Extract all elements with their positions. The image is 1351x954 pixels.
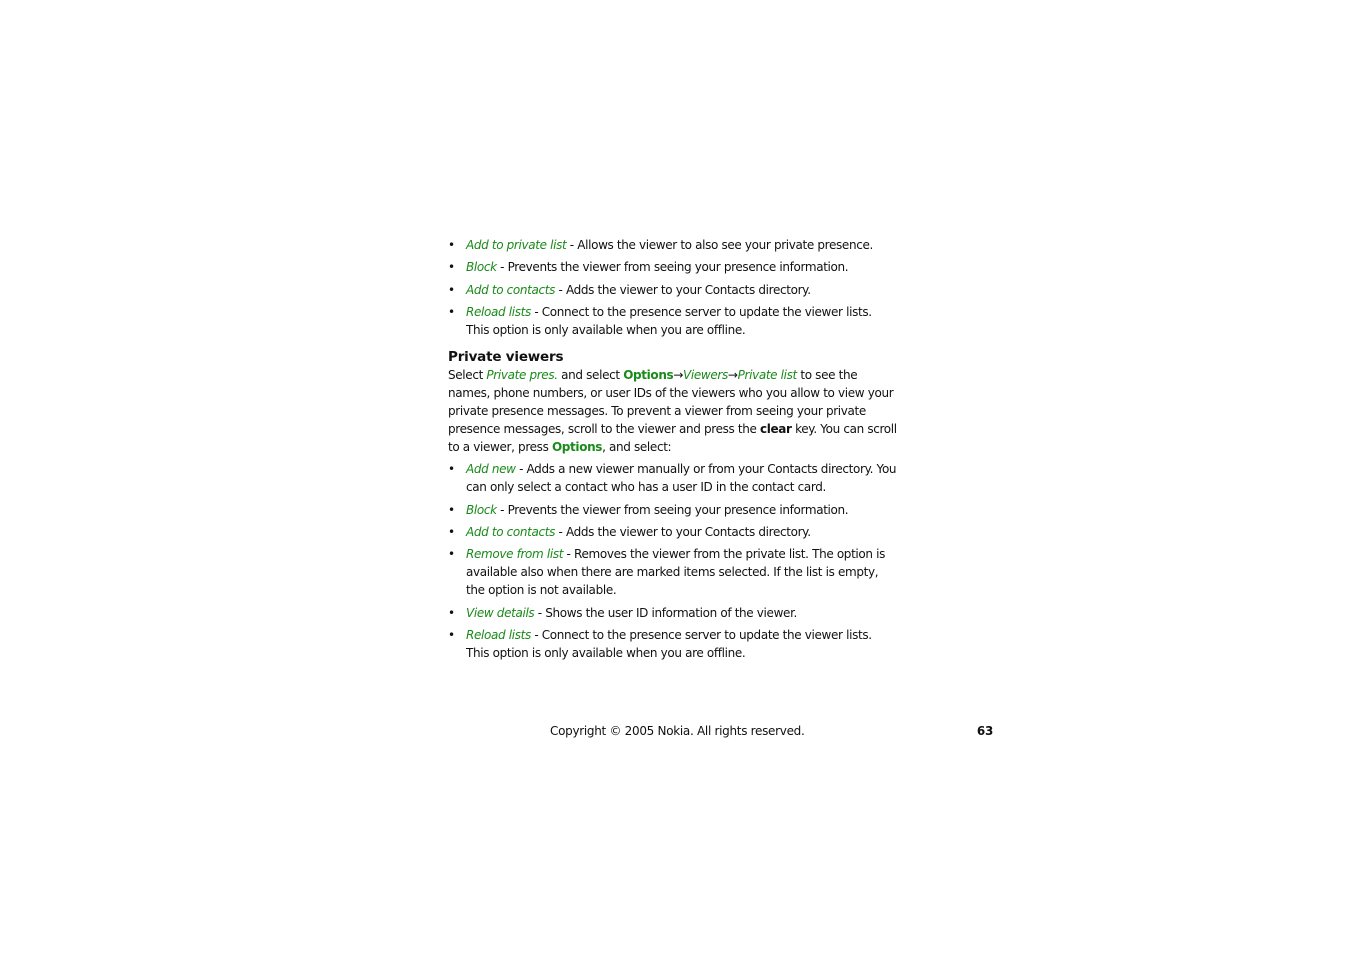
options-list-private-viewers bbox=[448, 460, 898, 662]
paragraph-text: and select bbox=[557, 368, 624, 383]
list-item bbox=[448, 626, 898, 662]
paragraph-text: , and select: bbox=[602, 440, 672, 455]
option-description: - Connect to the presence server to update the viewer lists. This option is only available when you are offline. bbox=[466, 305, 872, 338]
option-term: Add to contacts bbox=[466, 524, 556, 539]
bullet-icon: • bbox=[448, 605, 455, 620]
term-private-list: Private list bbox=[737, 368, 797, 383]
bullet-icon: • bbox=[448, 260, 455, 275]
list-item bbox=[448, 236, 898, 254]
page-number: 63 bbox=[976, 724, 993, 738]
option-term: View details bbox=[466, 605, 535, 620]
option-description: - Prevents the viewer from seeing your presence information. bbox=[496, 260, 849, 275]
key-clear: clear bbox=[759, 422, 792, 437]
option-description: - Removes the viewer from the private list. The option is available also when there are marked items selected. If the list is empty, the option is not available. bbox=[466, 547, 886, 598]
term-viewers: Viewers bbox=[683, 368, 728, 383]
option-description: - Prevents the viewer from seeing your presence information. bbox=[496, 502, 849, 517]
option-term: Reload lists bbox=[466, 305, 531, 320]
bullet-icon: • bbox=[448, 524, 455, 539]
list-item bbox=[448, 460, 898, 496]
bullet-icon: • bbox=[448, 547, 455, 562]
bullet-icon: • bbox=[448, 502, 455, 517]
option-term: Block bbox=[466, 502, 497, 517]
list-item bbox=[448, 545, 898, 599]
bullet-icon: • bbox=[448, 628, 455, 643]
paragraph-text: to see the names, phone numbers, or user IDs of the viewers who you allow to view your private presence messages. To prevent a viewer from seeing your private presence messages, scroll to the viewer and press the bbox=[448, 368, 894, 437]
options-list-viewers bbox=[448, 236, 898, 339]
page-content bbox=[448, 236, 898, 667]
option-description: - Adds the viewer to your Contacts directory. bbox=[555, 524, 811, 539]
option-term: Reload lists bbox=[466, 628, 531, 643]
option-description: - Adds the viewer to your Contacts directory. bbox=[555, 282, 811, 297]
option-term: Add to contacts bbox=[466, 282, 556, 297]
term-private-pres: Private pres. bbox=[486, 368, 558, 383]
list-item bbox=[448, 258, 898, 276]
list-item bbox=[448, 523, 898, 541]
section-paragraph bbox=[448, 366, 898, 456]
bullet-icon: • bbox=[448, 305, 455, 320]
bullet-icon: • bbox=[448, 282, 455, 297]
option-description: - Connect to the presence server to update the viewer lists. This option is only available when you are offline. bbox=[466, 628, 872, 661]
list-item bbox=[448, 501, 898, 519]
paragraph-text: Select bbox=[448, 368, 487, 383]
arrow-icon: → bbox=[727, 368, 738, 383]
bullet-icon: • bbox=[448, 462, 455, 477]
option-term: Block bbox=[466, 260, 497, 275]
bullet-icon: • bbox=[448, 238, 455, 252]
copyright-notice: Copyright © 2005 Nokia. All rights reserved. bbox=[550, 724, 805, 738]
section-heading: Private viewers bbox=[448, 349, 564, 366]
option-term: Add to private list bbox=[466, 238, 567, 252]
option-description: - Adds a new viewer manually or from your Contacts directory. You can only select a contact who has a user ID in the contact card. bbox=[466, 462, 897, 495]
option-term: Remove from list bbox=[466, 547, 564, 562]
command-options: Options bbox=[623, 368, 674, 383]
list-item bbox=[448, 604, 898, 622]
option-description: - Shows the user ID information of the viewer. bbox=[534, 605, 798, 620]
list-item bbox=[448, 281, 898, 299]
list-item bbox=[448, 303, 898, 339]
option-description: - Allows the viewer to also see your private presence. bbox=[566, 238, 873, 252]
command-options: Options bbox=[551, 440, 603, 455]
paragraph-text: key. You can scroll to a viewer, press bbox=[448, 422, 897, 455]
arrow-icon: → bbox=[673, 368, 684, 383]
option-term: Add new bbox=[466, 462, 516, 477]
